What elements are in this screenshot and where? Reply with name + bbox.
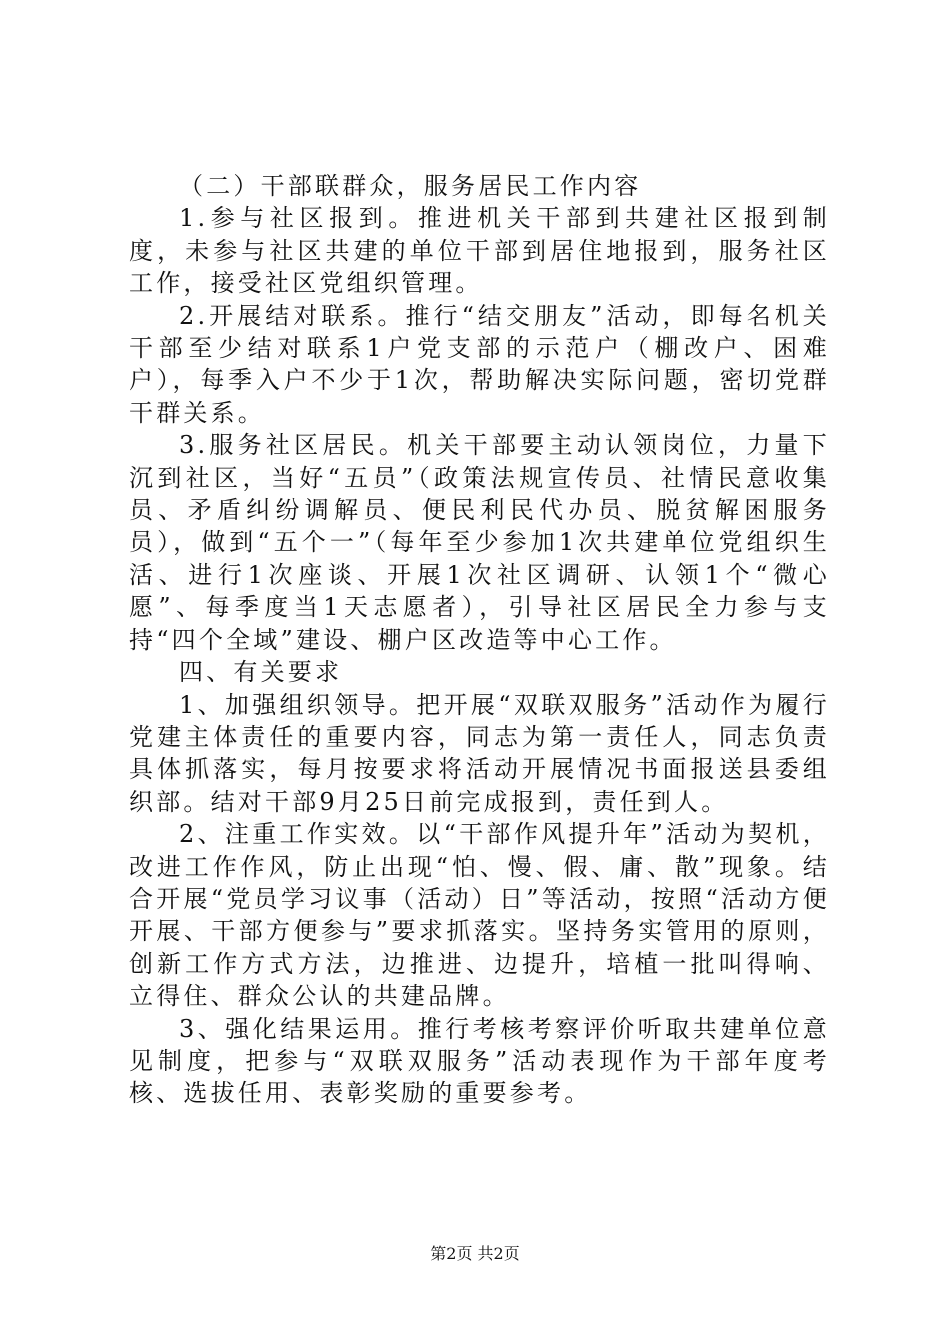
- paragraph-organizational-leadership: 1、加强组织领导。把开展“双联双服务”活动作为履行党建主体责任的重要内容，同志为第一责任人，同志负责具体抓落实，每月按要求将活动开展情况书面报送县委组织部。结对干部9月25日前完成报到，责任到人。: [129, 690, 830, 816]
- section-heading-community-service: （二）干部联群众，服务居民工作内容: [179, 172, 642, 200]
- paragraph-pairing-contact: 2.开展结对联系。推行“结交朋友”活动，即每名机关干部至少结对联系1户党支部的示范户（棚改户、困难户），每季入户不少于1次，帮助解决实际问题，密切党群干群关系。: [129, 301, 830, 427]
- page-number-footer: 第2页 共2页: [430, 1244, 520, 1263]
- paragraph-community-registration: 1.参与社区报到。推进机关干部到共建社区报到制度，未参与社区共建的单位干部到居住地报到，服务社区工作，接受社区党组织管理。: [129, 204, 830, 298]
- paragraph-serve-residents: 3.服务社区居民。机关干部要主动认领岗位，力量下沉到社区，当好“五员”（政策法规宣传员、社情民意收集员、矛盾纠纷调解员、便民利民代办员、脱贫解困服务员），做到“五个一”（每年至少参加1次共建单位党组织生活、进行1次座谈、开展1次社区调研、认领1个“微心愿”、每季度当1天志愿者），引导社区居民全力参与支持“四个全域”建设、棚户区改造等中心工作。: [129, 431, 830, 654]
- paragraph-result-application: 3、强化结果运用。推行考核考察评价听取共建单位意见制度，把参与“双联双服务”活动表现作为干部年度考核、选拔任用、表彰奖励的重要参考。: [129, 1014, 830, 1108]
- paragraph-work-effectiveness: 2、注重工作实效。以“干部作风提升年”活动为契机，改进工作作风，防止出现“怕、慢、假、庸、散”现象。结合开展“党员学习议事（活动）日”等活动，按照“活动方便开展、干部方便参与”要求抓落实。坚持务实管用的原则，创新工作方式方法，边推进、边提升，培植一批叫得响、立得住、群众公认的共建品牌。: [129, 820, 830, 1011]
- document-body: [129, 170, 830, 1110]
- section-heading-requirements: 四、有关要求: [179, 658, 343, 687]
